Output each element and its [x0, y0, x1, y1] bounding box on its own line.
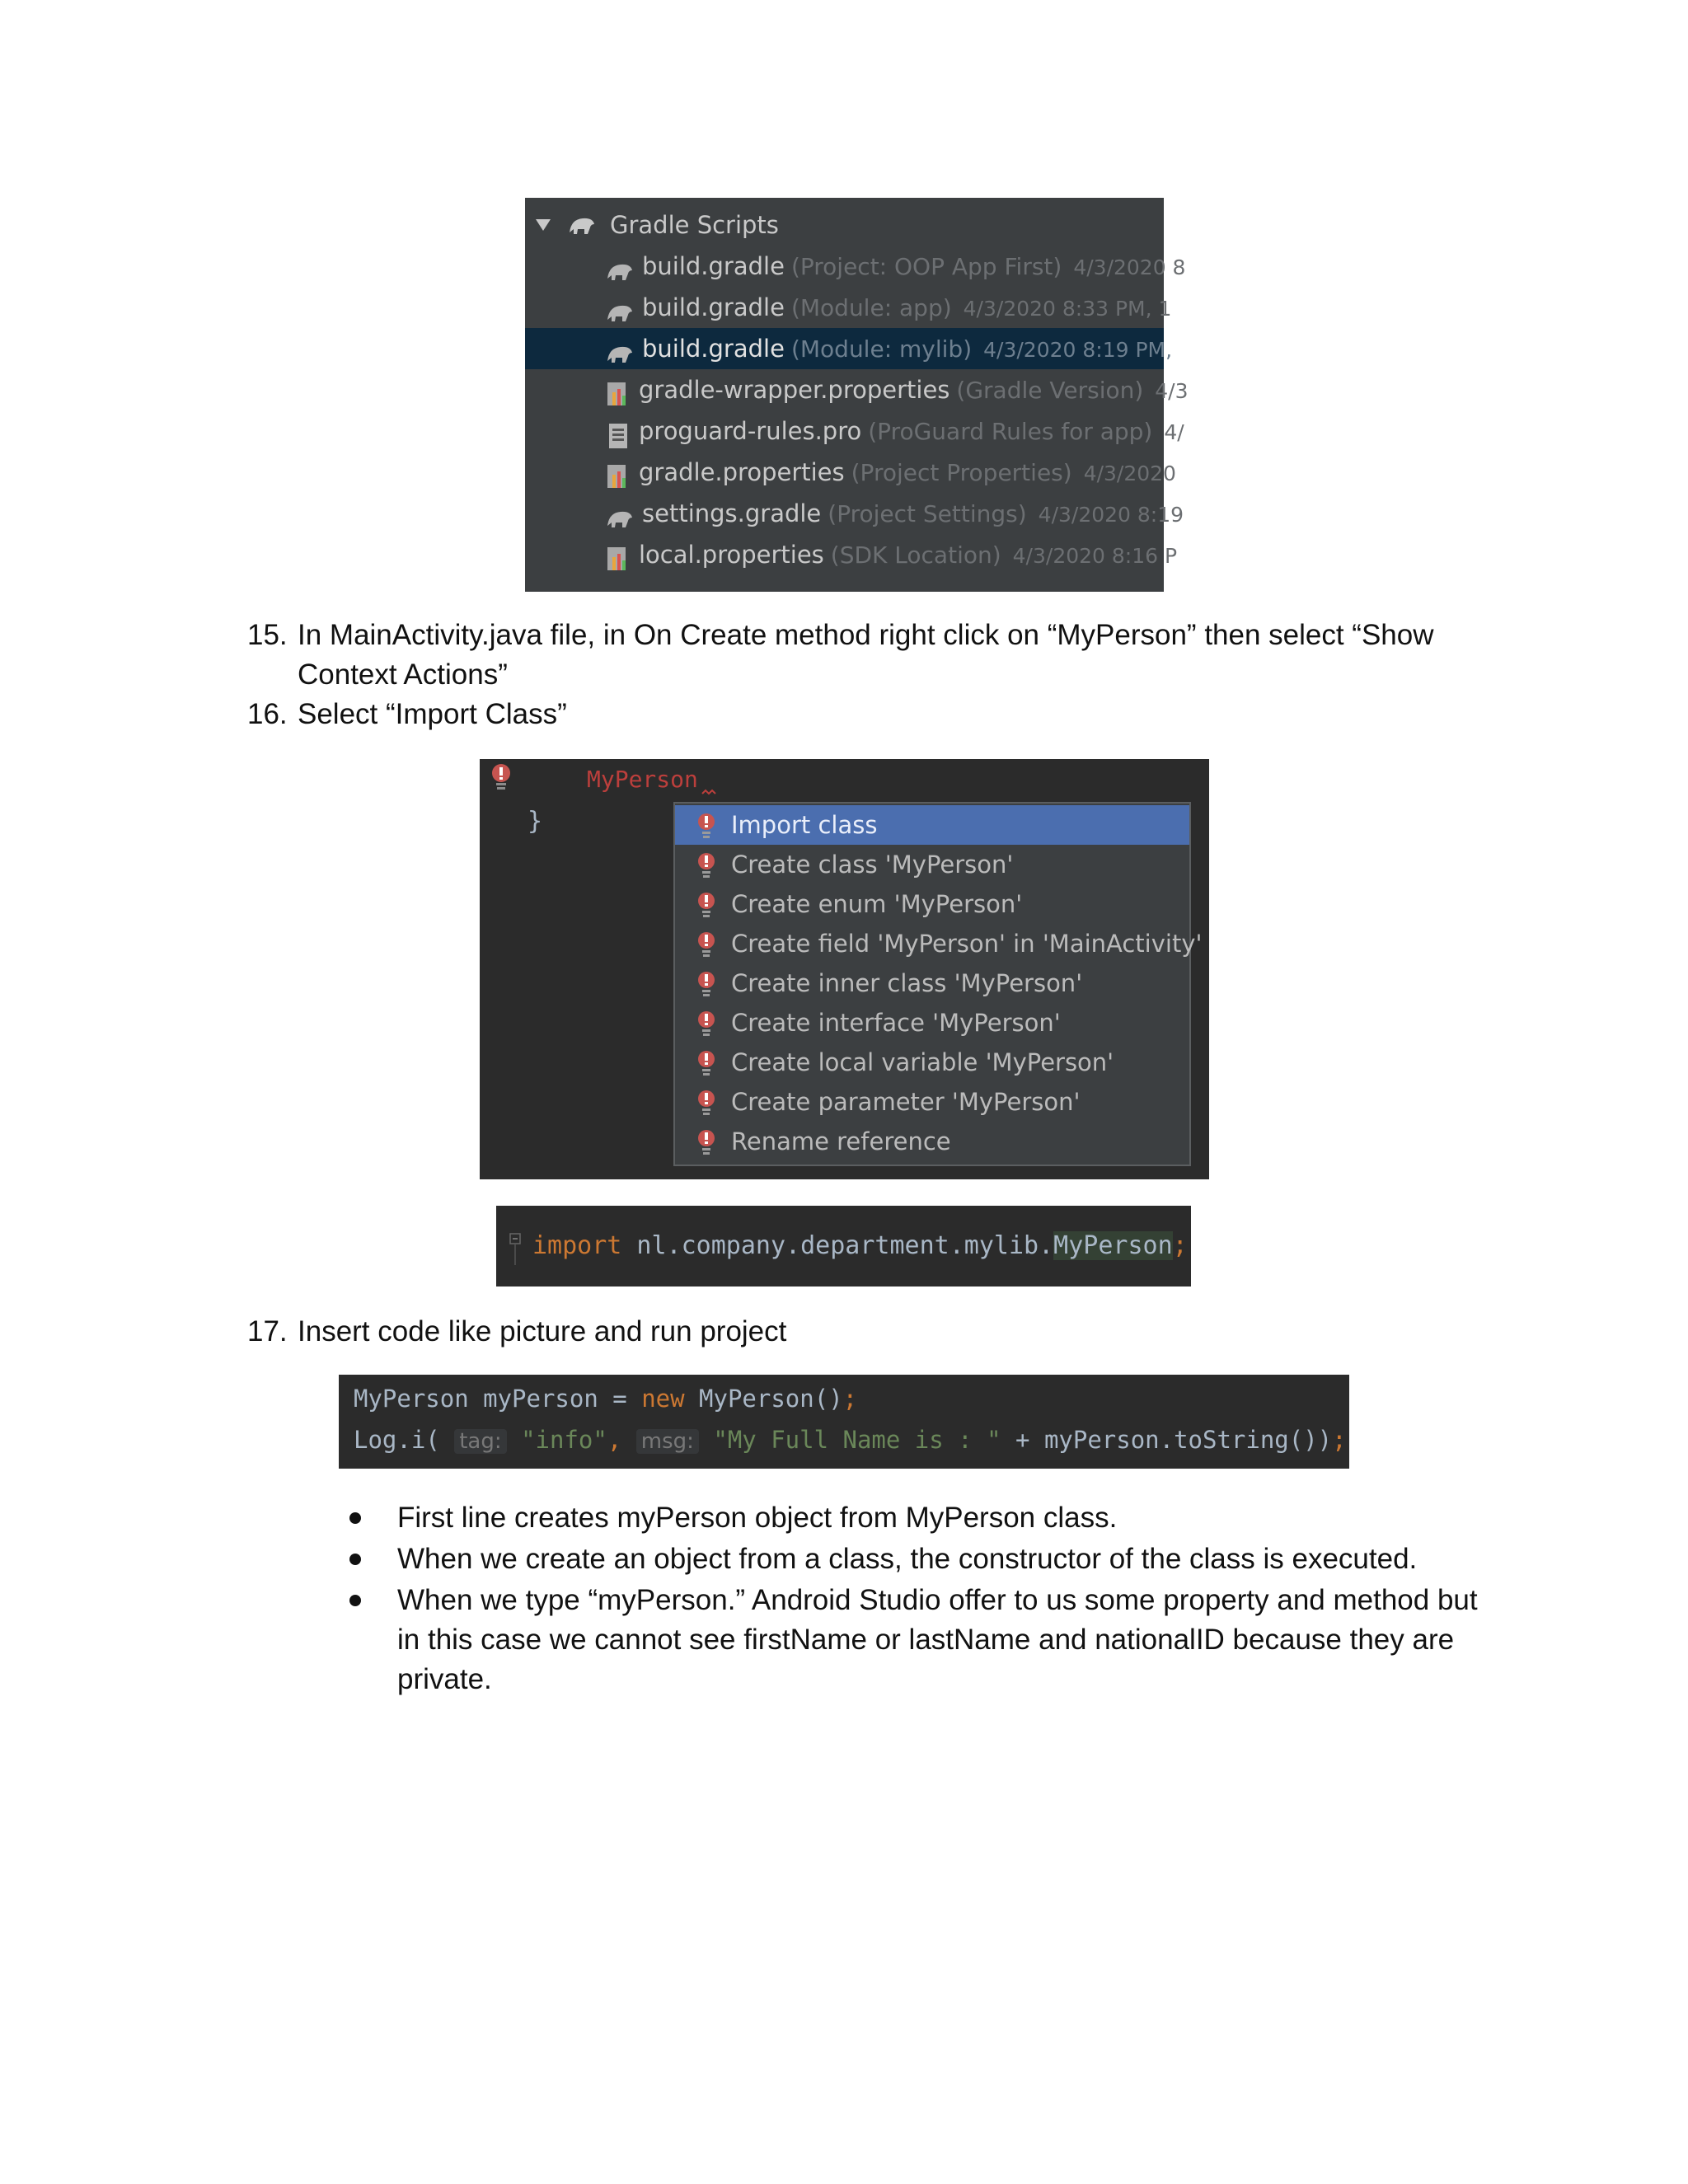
gradle-file-date: 4/3/2020 8: [1073, 255, 1186, 279]
context-menu-item[interactable]: [675, 1122, 1189, 1161]
gradle-file-description: (Module: mylib): [790, 335, 973, 363]
error-bulb-icon: [696, 1050, 716, 1076]
gradle-scripts-screenshot: [525, 198, 1189, 592]
step-17-text: Insert code like picture and run project: [298, 1315, 787, 1347]
gradle-elephant-icon: [568, 214, 596, 236]
context-menu-item[interactable]: [675, 1003, 1189, 1043]
gradle-file-description: (ProGuard Rules for app): [868, 418, 1153, 445]
bullet-3-text-cont: in this case we cannot see firstName or lastName and nationalID because they are: [397, 1624, 1455, 1656]
step-15-text: In MainActivity.java file, in On Create method right click on “MyPerson” then select “Show: [298, 619, 1434, 651]
gradle-file-name: build.gradle: [642, 335, 785, 363]
gradle-file-row[interactable]: [525, 410, 1184, 452]
gradle-file-row[interactable]: [525, 246, 1186, 287]
fold-marker-icon[interactable]: [509, 1227, 521, 1265]
context-menu-item-label: Create inner class 'MyPerson': [731, 969, 1083, 997]
context-menu-item-label: Create field 'MyPerson' in 'MainActivity': [731, 930, 1203, 958]
tostring-call: + myPerson.toString()): [1001, 1426, 1333, 1454]
msg-string: "My Full Name is : ": [713, 1426, 1001, 1454]
comma: ,: [607, 1426, 636, 1454]
step-16-text: Select “Import Class”: [298, 698, 567, 730]
gradle-file-name: gradle-wrapper.properties: [639, 376, 950, 404]
gradle-file-date: 4/3/2020 8:16 P: [1012, 544, 1178, 568]
constructor-call: MyPerson(): [684, 1385, 843, 1413]
context-menu-item-label: Create interface 'MyPerson': [731, 1009, 1061, 1037]
new-keyword: new: [641, 1385, 685, 1413]
tag-string: "info": [521, 1426, 607, 1454]
object-declaration: MyPerson myPerson =: [354, 1385, 642, 1413]
gradle-file-name: build.gradle: [642, 252, 785, 280]
context-actions-popup: [673, 802, 1203, 1166]
properties-icon: [606, 463, 631, 491]
gradle-file-row[interactable]: [525, 534, 1178, 575]
gradle-file-row[interactable]: [525, 452, 1176, 493]
context-menu-item[interactable]: [675, 1043, 1189, 1082]
gradle-file-date: 4/3/2020: [1083, 462, 1176, 485]
import-class-menu-item[interactable]: [675, 805, 1189, 845]
error-bulb-icon: [696, 1090, 716, 1116]
gradle-file-name: local.properties: [639, 541, 824, 569]
context-menu-item[interactable]: [675, 924, 1203, 963]
import-statement-screenshot: [496, 1206, 1191, 1286]
bullet-dot: [349, 1512, 361, 1524]
bullet-3-text: When we type “myPerson.” Android Studio offer to us some property and method but: [397, 1584, 1478, 1616]
bullet-2-text: When we create an object from a class, the constructor of the class is executed.: [397, 1543, 1418, 1575]
tag-param-hint: tag:: [454, 1429, 506, 1454]
bullet-3-text-end: private.: [397, 1663, 492, 1695]
step-15-number: 15.: [247, 619, 288, 651]
bullet-1-text: First line creates myPerson object from MyPerson class.: [397, 1502, 1118, 1534]
gradle-file-name: proguard-rules.pro: [639, 417, 862, 445]
gradle-file-name: build.gradle: [642, 293, 785, 321]
gradle-file-row[interactable]: [525, 328, 1173, 369]
error-bulb-icon: [696, 1129, 716, 1155]
bullet-dot: [349, 1554, 361, 1565]
unresolved-symbol[interactable]: MyPerson: [587, 766, 698, 793]
context-menu-item-label: Create class 'MyPerson': [731, 851, 1014, 879]
line-1-semicolon: ;: [842, 1385, 858, 1413]
gradle-scripts-label: Gradle Scripts: [610, 211, 779, 239]
gradle-file-date: 4/3: [1155, 379, 1189, 403]
step-15-text-cont: Context Actions”: [298, 658, 508, 691]
gradle-icon: [606, 260, 634, 282]
step-16-number: 16.: [247, 698, 288, 730]
gradle-file-description: (Module: app): [790, 294, 952, 321]
context-menu-item-label: Create parameter 'MyPerson': [731, 1088, 1081, 1116]
code-line-1: [354, 1378, 857, 1419]
context-menu-item-label: Rename reference: [731, 1127, 951, 1155]
error-bulb-icon[interactable]: [490, 762, 513, 794]
import-code-line: [532, 1227, 1188, 1265]
context-menu-item[interactable]: [675, 1082, 1189, 1122]
gradle-icon: [606, 302, 634, 323]
import-package: nl.company.department.mylib.: [621, 1231, 1054, 1260]
error-bulb-icon: [696, 931, 716, 958]
gradle-file-row[interactable]: [525, 369, 1189, 410]
context-menu-item[interactable]: [675, 845, 1189, 884]
gradle-scripts-header[interactable]: [525, 204, 1164, 246]
context-menu-item[interactable]: [675, 884, 1189, 924]
gradle-file-date: 4/3/2020 8:19: [1038, 503, 1184, 527]
expand-arrow-icon[interactable]: [535, 218, 551, 232]
bullet-dot: [349, 1595, 361, 1606]
error-bulb-icon: [696, 971, 716, 997]
line-2-semicolon: ;: [1332, 1426, 1347, 1454]
import-class-name: MyPerson: [1053, 1231, 1173, 1260]
gradle-file-description: (Project: OOP App First): [790, 253, 1062, 280]
gradle-file-row[interactable]: [525, 493, 1184, 534]
gradle-file-name: settings.gradle: [642, 499, 822, 527]
properties-icon: [606, 381, 631, 409]
gradle-file-date: 4/3/2020 8:19 PM,: [983, 338, 1173, 362]
code-line-2: [354, 1419, 1347, 1462]
context-menu-item[interactable]: [675, 963, 1189, 1003]
error-bulb-icon: [696, 852, 716, 879]
step-17-number: 17.: [247, 1315, 288, 1347]
msg-param-hint: msg:: [636, 1429, 699, 1454]
context-menu-item-label: Import class: [731, 811, 878, 839]
gradle-file-description: (SDK Location): [830, 541, 1001, 569]
text-file-icon: [606, 422, 631, 450]
context-menu-item-label: Create enum 'MyPerson': [731, 890, 1023, 918]
gradle-file-description: (Project Properties): [851, 459, 1072, 486]
import-semicolon: ;: [1172, 1231, 1188, 1260]
gradle-icon: [606, 508, 634, 529]
gradle-icon: [606, 343, 634, 364]
gradle-file-description: (Gradle Version): [956, 377, 1144, 404]
log-call: Log.i(: [354, 1426, 455, 1454]
gradle-file-name: gradle.properties: [639, 458, 845, 486]
gradle-file-row[interactable]: [525, 287, 1172, 328]
context-menu-item-label: Create local variable 'MyPerson': [731, 1048, 1114, 1076]
properties-icon: [606, 546, 631, 574]
closing-brace: }: [528, 807, 543, 836]
error-bulb-icon: [696, 892, 716, 918]
gradle-file-description: (Project Settings): [828, 500, 1027, 527]
gradle-file-date: 4/: [1164, 420, 1184, 444]
import-keyword: import: [532, 1231, 622, 1260]
code-snippet-screenshot: [339, 1375, 1349, 1469]
error-bulb-icon: [696, 1010, 716, 1037]
error-squiggle: [702, 789, 715, 795]
context-actions-screenshot: [480, 759, 1209, 1179]
gradle-file-date: 4/3/2020 8:33 PM, 1: [963, 297, 1172, 321]
error-bulb-icon: [696, 813, 716, 839]
